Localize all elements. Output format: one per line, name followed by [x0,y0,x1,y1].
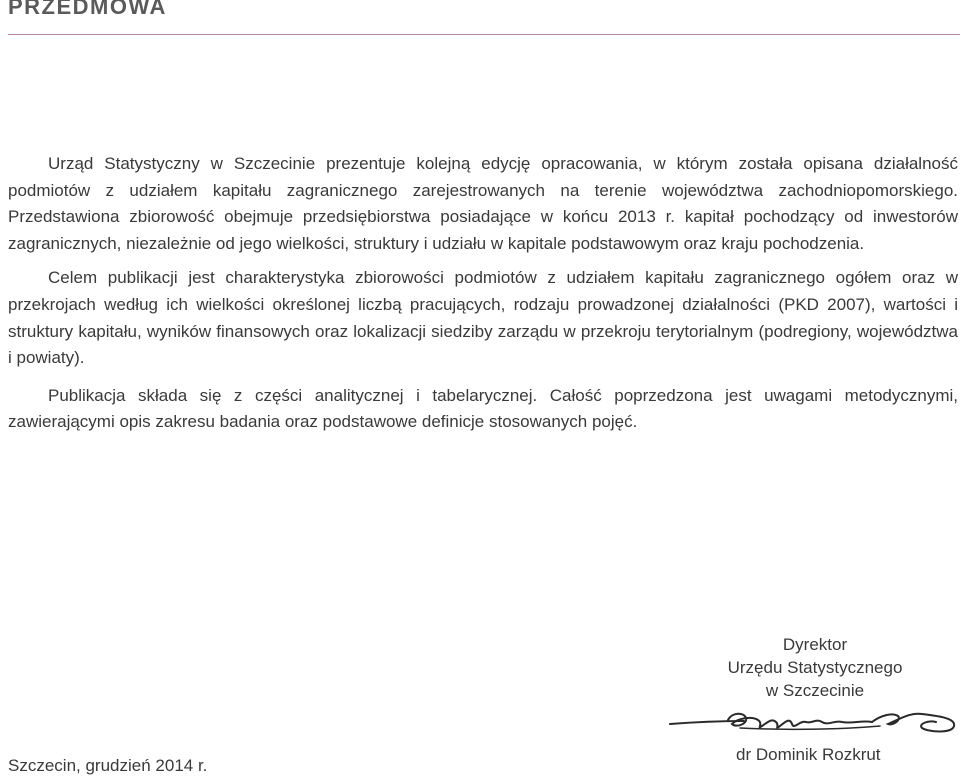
paragraph-1: Urząd Statystyczny w Szczecinie prezentuje kolejną edycję opracowania, w którym została opisana działalność podmiotów z udziałem kapitału zagranicznego zarejestrowanych na terenie województwa zachodniopomorskiego. Przedstawiona zbiorowość obejmuje przedsiębiorstwa posiadające w końcu 2013 r. kapitał pochodzący od inwestorów zagranicznych, niezależnie od jego wielkości, struktury i udziału w kapitale podstawowym oraz kraju pochodzenia. [8,154,958,253]
signatory-role: Dyrektor [782,635,848,654]
signatory-office: Urzędu Statystycznego [727,658,903,677]
signatory-city: w Szczecinie [765,681,865,700]
signatory-title [700,633,930,702]
signer-name: dr Dominik Rozkrut [736,745,881,764]
preface-body [8,151,958,447]
title-divider [8,34,960,35]
page-title: PRZEDMOWA [8,0,167,19]
paragraph-2: Celem publikacji jest charakterystyka zbiorowości podmiotów z udziałem kapitału zagranicznego ogółem oraz w przekrojach według ich wielkości określonej liczbą pracujących, rodzaju prowadzonej działalności (PKD 2007), wartości i struktury kapitału, wyników finansowych oraz lokalizacji siedziby zarządu w przekroju terytorialnym (podregiony, województwa i powiaty). [8,268,958,368]
handwritten-signature [666,706,960,746]
paragraph-3: Publikacja składa się z części analitycznej i tabelarycznej. Całość poprzedzona jest uwagami metodycznymi, zawierającymi opis zakresu badania oraz podstawowe definicje stosowanych pojęć. [8,385,958,432]
place-and-date: Szczecin, grudzień 2014 r. [8,756,208,775]
